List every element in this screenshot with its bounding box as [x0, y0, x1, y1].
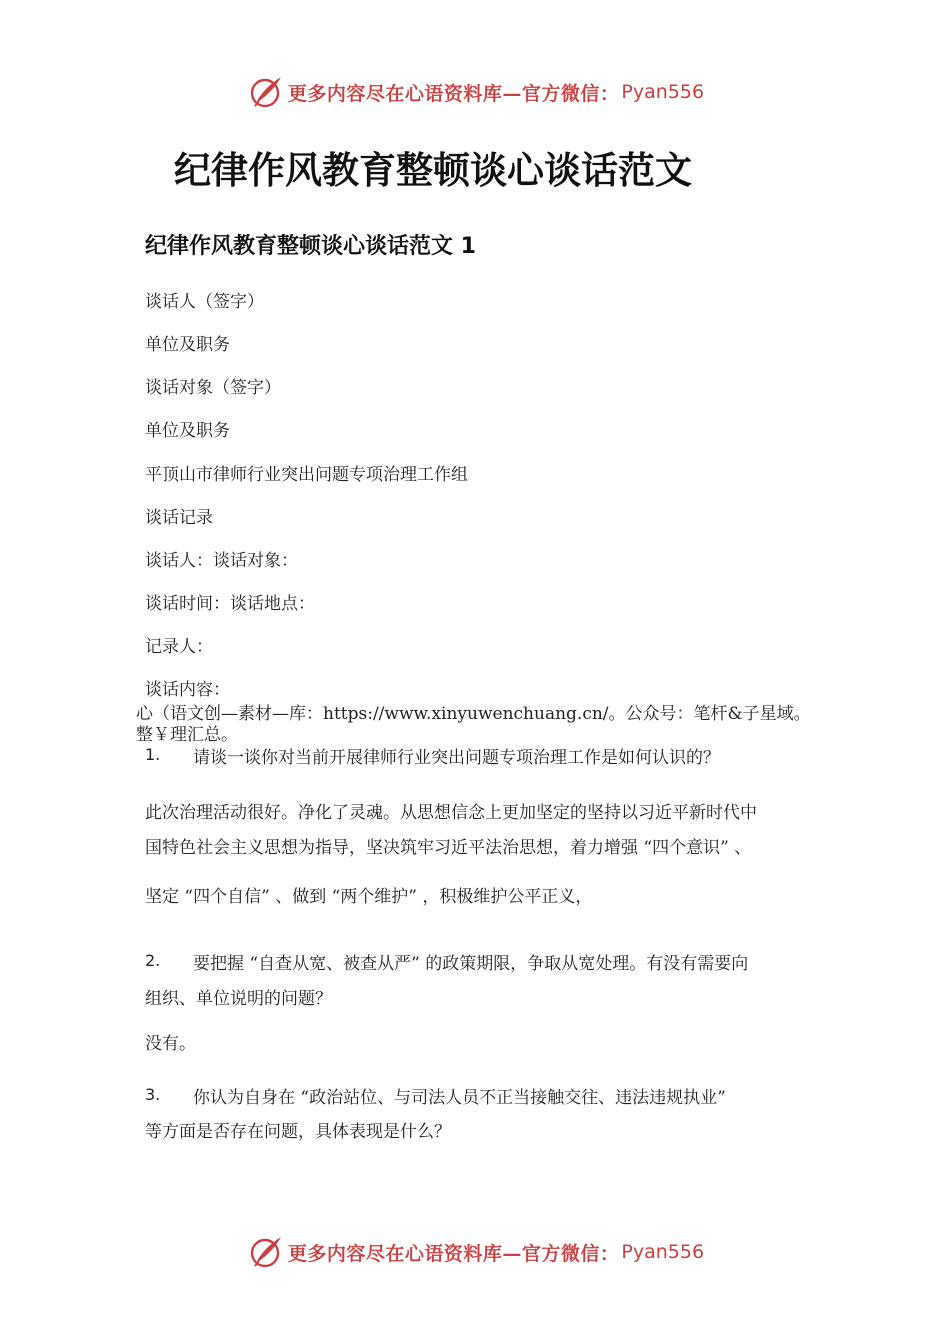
question-text: 组织、单位说明的问题？ — [145, 989, 332, 1009]
quill-logo-icon — [248, 74, 284, 110]
question-text: 等方面是否存在问题，具体表现是什么？ — [145, 1122, 451, 1142]
source-note: 整￥理汇总。 — [136, 725, 238, 745]
source-note: 心（语文创—素材—库：https://www.xinyuwenchuang.cn/。公众号：笔杆&子星域。 — [136, 704, 811, 724]
banner-text: 更多内容尽在心语资料库—官方微信： — [287, 1242, 620, 1265]
question-text: 要把握 “自查从宽、被查从严” 的政策期限，争取从宽处理。有没有需要向 — [193, 954, 749, 974]
field-line: 单位及职务 — [145, 335, 230, 355]
quill-logo-icon — [248, 1234, 284, 1270]
footer-banner — [0, 1232, 950, 1272]
document-title: 纪律作风教育整顿谈心谈话范文 — [174, 149, 692, 192]
question-number: 1. — [145, 745, 161, 764]
question-number: 2. — [145, 951, 161, 970]
answer-text: 没有。 — [145, 1034, 196, 1054]
question-number: 3. — [145, 1085, 161, 1104]
banner-wechat-id: Pyan556 — [621, 81, 705, 103]
field-line: 谈话记录 — [145, 508, 213, 528]
field-line: 谈话人（签字） — [145, 292, 264, 312]
field-line: 谈话对象（签字） — [145, 378, 281, 398]
answer-text: 坚定 “四个自信” 、做到 “两个维护” ，积极维护公平正义， — [145, 887, 593, 907]
field-line: 谈话内容： — [145, 680, 230, 700]
header-banner — [0, 72, 950, 112]
question-text: 请谈一谈你对当前开展律师行业突出问题专项治理工作是如何认识的？ — [193, 748, 720, 768]
banner-wechat-id: Pyan556 — [621, 1241, 705, 1263]
answer-text: 国特色社会主义思想为指导，坚决筑牢习近平法治思想，着力增强 “四个意识” 、 — [145, 838, 752, 858]
field-line: 谈话人：谈话对象： — [145, 551, 298, 571]
question-text: 你认为自身在 “政治站位、与司法人员不正当接触交往、违法违规执业” — [193, 1088, 726, 1108]
answer-text: 此次治理活动很好。净化了灵魂。从思想信念上更加坚定的坚持以习近平新时代中 — [145, 803, 757, 823]
field-line: 单位及职务 — [145, 421, 230, 441]
section-title: 纪律作风教育整顿谈心谈话范文 1 — [145, 234, 476, 259]
field-line: 谈话时间：谈话地点： — [145, 594, 315, 614]
field-line: 记录人： — [145, 637, 213, 657]
field-line: 平顶山市律师行业突出问题专项治理工作组 — [145, 465, 468, 485]
banner-text: 更多内容尽在心语资料库—官方微信： — [287, 82, 620, 105]
